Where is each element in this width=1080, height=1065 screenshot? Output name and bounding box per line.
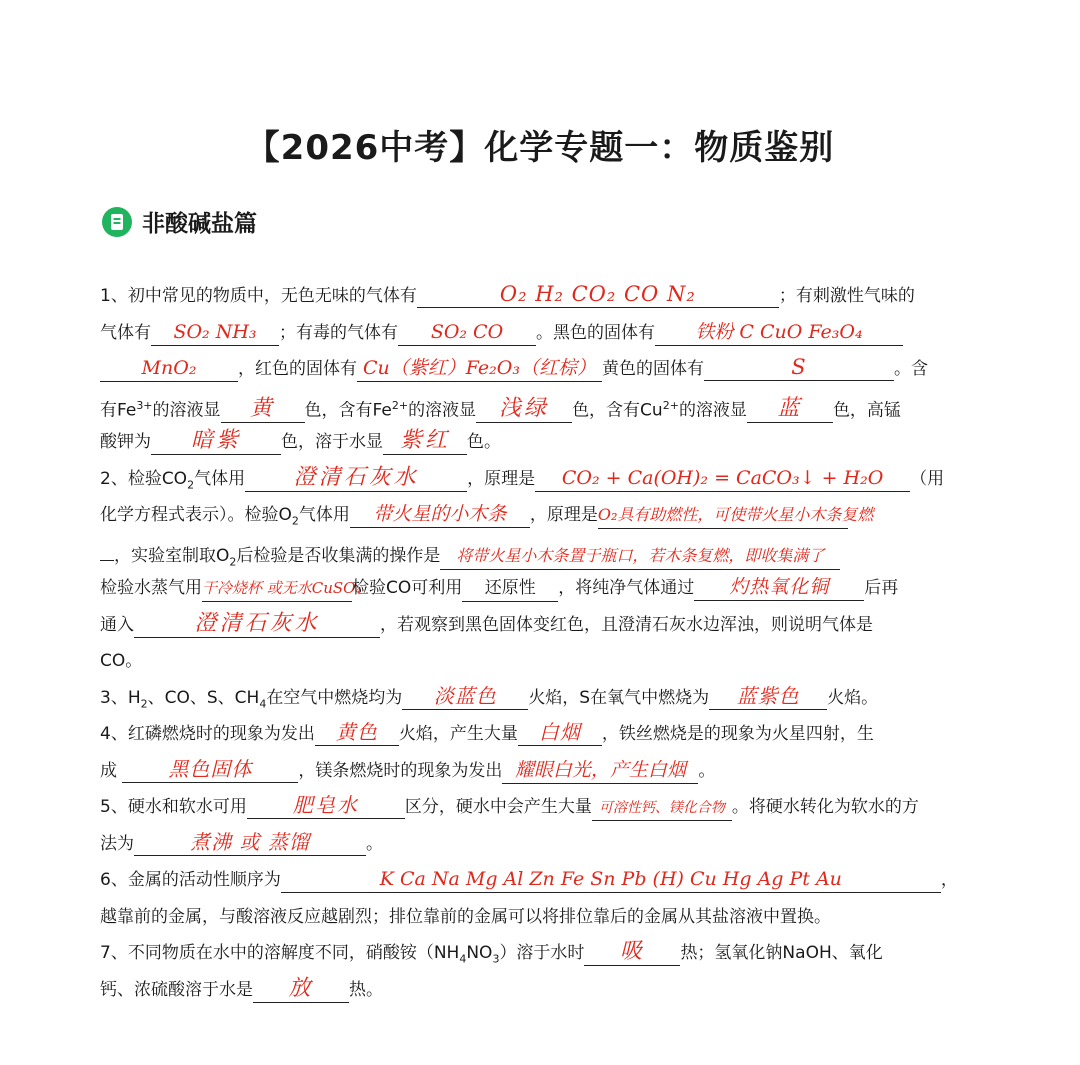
- question-text: ，红色的固体有: [238, 359, 357, 379]
- q7-line2: [100, 972, 982, 1009]
- answer-blank[interactable]: [202, 575, 362, 602]
- question-text: NO: [466, 943, 493, 963]
- section-title: 非酸碱盐篇: [142, 211, 257, 237]
- handwritten-answer: 黄色: [335, 720, 378, 744]
- answer-blank[interactable]: [584, 939, 680, 966]
- q1-line1: [100, 278, 982, 315]
- question-text: 色，高锰: [832, 400, 901, 421]
- handwritten-answer: 蓝紫色: [736, 683, 800, 708]
- q1-line2: [100, 315, 982, 352]
- subscript: 2: [187, 477, 195, 491]
- q2-line6: [100, 643, 982, 680]
- question-text: 火焰，S在氧气中燃烧为: [528, 687, 710, 708]
- question-text: 。: [366, 833, 383, 854]
- handwritten-answer: CO₂ + Ca(OH)₂ = CaCO₃↓ + H₂O: [561, 466, 884, 489]
- question-text: 。将硬水转化为软水的方: [731, 797, 919, 817]
- question-text: 酸钾为: [100, 432, 151, 452]
- question-text: 黄色的固体有: [602, 359, 704, 379]
- subscript: 4: [459, 952, 467, 966]
- question-text: 6、金属的活动性顺序为: [100, 870, 281, 890]
- handwritten-answer: 耀眼白光，产生白烟: [514, 758, 686, 781]
- answer-blank[interactable]: [694, 574, 864, 601]
- handwritten-answer: 可溶性钙、镁化合物: [598, 800, 725, 816]
- question-text: ，将纯净气体通过: [558, 578, 695, 598]
- handwritten-answer: S: [791, 355, 807, 379]
- handwritten-answer: 蓝: [777, 396, 803, 422]
- answer-blank[interactable]: [518, 719, 602, 746]
- handwritten-answer: 紫红: [399, 428, 450, 453]
- answer-blank[interactable]: [122, 756, 298, 783]
- question-text: 气体用: [194, 468, 246, 489]
- handwritten-answer: 灼热氧化铜: [729, 576, 830, 598]
- handwritten-answer: 澄清石灰水: [194, 610, 320, 636]
- answer-blank[interactable]: [134, 611, 380, 638]
- q7-line1: [100, 935, 982, 972]
- subscript: 3: [492, 952, 500, 966]
- answer-blank[interactable]: [350, 501, 530, 528]
- handwritten-answer: MnO₂: [141, 357, 197, 379]
- answer-blank[interactable]: [655, 319, 903, 346]
- answer-blank[interactable]: [535, 465, 910, 492]
- question-text: 的溶液显: [152, 400, 221, 421]
- q1-line4: [100, 388, 982, 425]
- answer-blank[interactable]: [315, 719, 399, 746]
- answer-blank[interactable]: [151, 319, 279, 346]
- question-text: ，: [940, 870, 958, 890]
- superscript: 3+: [136, 398, 153, 412]
- question-text: 的溶液显: [408, 400, 477, 421]
- handwritten-answer: Cu（紫红）Fe₂O₃（红棕）: [363, 357, 596, 379]
- superscript: 2+: [391, 398, 409, 412]
- q3-line1: [100, 680, 982, 717]
- question-text: 2、检验CO: [100, 468, 188, 489]
- question-text: 气体有: [100, 322, 151, 343]
- answer-blank[interactable]: [100, 355, 238, 382]
- question-text: 。含: [894, 359, 928, 379]
- answer-blank[interactable]: [476, 396, 572, 423]
- question-text: 的溶液显: [678, 400, 747, 421]
- question-text: ，原理是: [467, 468, 536, 489]
- answer-blank[interactable]: [462, 575, 558, 602]
- question-text: 色，含有Fe: [304, 400, 392, 421]
- question-text: 色。: [467, 432, 501, 452]
- handwritten-answer: K Ca Na Mg Al Zn Fe Sn Pb (H) Cu Hg Ag Pt Au: [379, 868, 842, 890]
- handwritten-answer: SO₂ CO: [430, 320, 504, 343]
- answer-blank[interactable]: [440, 543, 840, 570]
- handwritten-answer: O₂具有助燃性，可使带火星小木条复燃: [597, 505, 874, 524]
- question-text: 热。: [349, 979, 383, 1000]
- handwritten-answer: 暗紫: [190, 428, 241, 453]
- handwritten-answer: 黑色固体: [168, 756, 253, 781]
- answer-blank[interactable]: [245, 465, 467, 492]
- handwritten-answer: 煮沸 或 蒸馏: [190, 829, 310, 854]
- handwritten-answer: 白烟: [538, 720, 581, 744]
- question-text: 4、红磷燃烧时的现象为发出: [100, 724, 315, 744]
- question-text: 火焰。: [827, 687, 879, 708]
- worksheet-body: [100, 278, 982, 1008]
- question-text: 越靠前的金属，与酸溶液反应越剧烈；排位靠前的金属可以将排位靠后的金属从其盐溶液中置换。: [100, 906, 831, 927]
- answer-blank[interactable]: [417, 281, 779, 308]
- question-text: 检验水蒸气用: [100, 578, 202, 598]
- q2-line1: [100, 461, 982, 498]
- handwritten-answer: 黄: [250, 396, 276, 422]
- printed-answer: 还原性: [484, 578, 536, 598]
- superscript: 2+: [662, 398, 679, 412]
- document-icon: [102, 207, 132, 237]
- question-text: 气体用: [298, 505, 350, 525]
- handwritten-answer: 肥皂水: [292, 793, 359, 817]
- question-text: 色，溶于水显: [281, 432, 383, 452]
- question-text: ；有刺激性气味的: [778, 286, 915, 306]
- answer-blank[interactable]: [383, 428, 467, 455]
- answer-blank[interactable]: [597, 502, 874, 529]
- handwritten-answer: 放: [288, 975, 314, 1001]
- question-text: ，实验室制取O: [114, 545, 230, 566]
- answer-blank[interactable]: [502, 757, 698, 784]
- page-title: 【2026中考】化学专题一：物质鉴别: [245, 128, 835, 168]
- question-text: 7、不同物质在水中的溶解度不同，硝酸铵（NH: [100, 943, 460, 963]
- subscript: 2: [229, 554, 237, 568]
- answer-blank[interactable]: [151, 428, 281, 455]
- q2-line3: [100, 534, 982, 571]
- section-heading: [102, 205, 257, 238]
- q4-line2: [100, 753, 982, 790]
- question-text: 通入: [100, 614, 134, 635]
- question-text: 3、H: [100, 687, 141, 708]
- question-text: ；有毒的气体有: [279, 322, 398, 343]
- answer-blank[interactable]: [134, 829, 366, 856]
- question-text: 成: [100, 760, 117, 781]
- question-text: 。: [698, 760, 716, 781]
- question-text: ，若观察到黑色固体变红色，且澄清石灰水边浑浊，则说明气体是: [380, 614, 873, 635]
- subscript: 2: [140, 696, 148, 710]
- question-text: 色，含有Cu: [572, 400, 663, 421]
- question-text: 有Fe: [100, 400, 137, 421]
- answer-blank[interactable]: [247, 792, 405, 819]
- answer-blank[interactable]: [709, 683, 827, 710]
- question-text: 后检验是否收集满的操作是: [236, 545, 441, 566]
- question-text: 区分，硬水中会产生大量: [404, 797, 592, 817]
- q4-line1: [100, 716, 982, 753]
- answer-blank[interactable]: [747, 396, 833, 423]
- question-text: 、CO、S、CH: [147, 687, 260, 708]
- question-text: 。黑色的固体有: [536, 322, 655, 343]
- handwritten-answer: 淡蓝色: [433, 683, 497, 708]
- q1-line3: [100, 351, 982, 388]
- question-text: （用: [910, 468, 945, 489]
- question-text: 化学方程式表示）。检验O: [100, 505, 292, 525]
- q2-line2: [100, 497, 982, 534]
- q5-line2: [100, 826, 982, 863]
- answer-blank[interactable]: [253, 976, 349, 1003]
- question-text: 5、硬水和软水可用: [100, 797, 247, 817]
- q1-line5: [100, 424, 982, 461]
- answer-blank[interactable]: [704, 354, 894, 381]
- question-text: 后再: [864, 578, 899, 598]
- answer-blank[interactable]: [221, 396, 305, 423]
- handwritten-answer: 吸: [619, 939, 645, 964]
- question-text: CO。: [100, 651, 143, 671]
- answer-blank[interactable]: [398, 319, 536, 346]
- handwritten-answer: 铁粉 C CuO Fe₃O₄: [695, 320, 863, 343]
- question-text: ）溶于水时: [499, 943, 585, 963]
- q6-line2: [100, 899, 982, 936]
- answer-blank[interactable]: [100, 534, 114, 561]
- question-text: 火焰，产生大量: [398, 724, 518, 744]
- question-text: 1、初中常见的物质中，无色无味的气体有: [100, 286, 417, 306]
- question-text: ，镁条燃烧时的现象为发出: [298, 760, 503, 781]
- question-text: ，铁丝燃烧是的现象为火星四射，生: [601, 724, 874, 744]
- answer-blank[interactable]: [402, 683, 528, 710]
- question-text: ，原理是: [529, 505, 598, 525]
- subscript: 4: [259, 696, 267, 710]
- handwritten-answer: SO₂ NH₃: [173, 320, 257, 343]
- handwritten-answer: 将带火星小木条置于瓶口，若木条复燃，即收集满了: [456, 545, 825, 565]
- handwritten-answer: 带火星的小木条: [373, 503, 507, 525]
- q5-line1: [100, 789, 982, 826]
- question-text: 检验CO可利用: [352, 578, 463, 598]
- q2-line4: [100, 570, 982, 607]
- subscript: 2: [291, 514, 299, 528]
- answer-blank[interactable]: [357, 355, 602, 382]
- answer-blank[interactable]: [281, 866, 941, 893]
- handwritten-answer: 干冷烧杯 或无水CuSO₄: [202, 579, 362, 597]
- question-text: 在空气中燃烧均为: [266, 687, 403, 708]
- answer-blank[interactable]: [592, 794, 732, 821]
- question-text: 法为: [100, 833, 134, 854]
- handwritten-answer: 澄清石灰水: [293, 464, 419, 490]
- question-text: 钙、浓硫酸溶于水是: [100, 979, 253, 1000]
- handwritten-answer: 浅绿: [499, 396, 550, 422]
- question-text: 热；氢氧化钠NaOH、氧化: [680, 943, 883, 963]
- handwritten-answer: O₂ H₂ CO₂ CO N₂: [499, 282, 696, 306]
- q2-line5: [100, 607, 982, 644]
- q6-line1: [100, 862, 982, 899]
